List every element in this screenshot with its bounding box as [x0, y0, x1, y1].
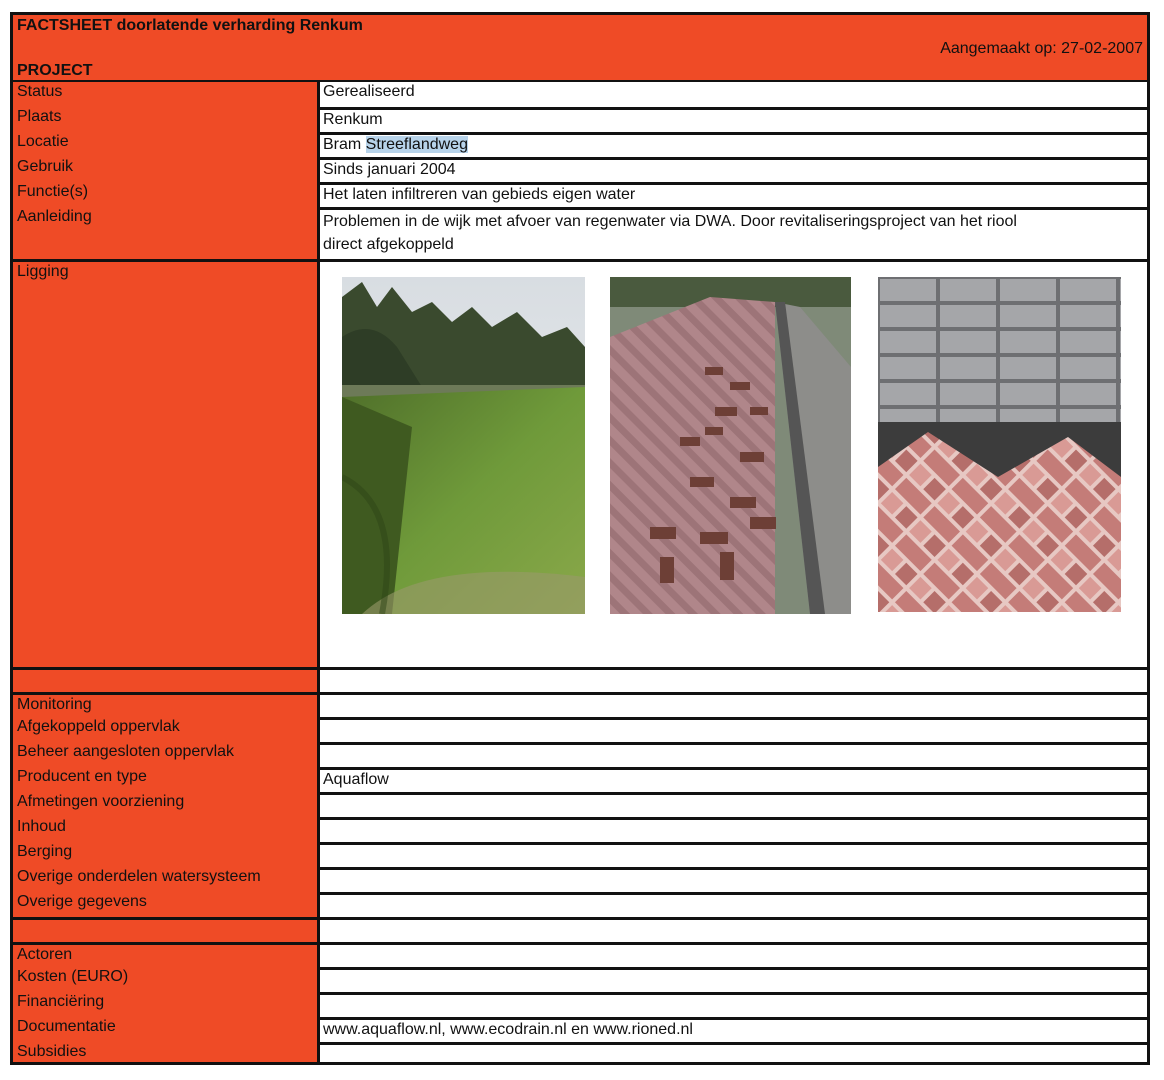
table-bottom-border [10, 1062, 1150, 1065]
row-actoren [10, 942, 1150, 967]
value-gebruik: Sinds januari 2004 [320, 157, 1150, 182]
created-date: Aangemaakt op: 27-02-2007 [940, 40, 1143, 57]
row-functie [10, 182, 1150, 207]
aanleiding-line-1: Problemen in de wijk met afvoer van regenwater via DWA. Door revitaliseringsproject van het riool [323, 213, 1017, 230]
label-afgekoppeld: Afgekoppeld oppervlak [10, 717, 320, 742]
label-ligging: Ligging [10, 259, 320, 667]
row-beheer [10, 742, 1150, 767]
label-status: Status [10, 82, 320, 107]
value-beheer [320, 742, 1150, 767]
row-afgekoppeld [10, 717, 1150, 742]
value-producent: Aquaflow [320, 767, 1150, 792]
value-spacer-1 [320, 667, 1150, 692]
row-documentatie [10, 1017, 1150, 1042]
value-aanleiding [320, 207, 1150, 259]
value-documentatie: www.aquaflow.nl, www.ecodrain.nl en www.rioned.nl [320, 1017, 1150, 1042]
value-afmetingen [320, 792, 1150, 817]
value-actoren [320, 942, 1150, 967]
locatie-highlighted[interactable]: Streeflandweg [365, 136, 468, 153]
value-spacer-2 [320, 917, 1150, 942]
label-plaats: Plaats [10, 107, 320, 132]
label-actoren: Actoren [10, 942, 320, 967]
row-aanleiding [10, 207, 1150, 259]
aanleiding-line-2: direct afgekoppeld [323, 236, 454, 253]
row-kosten [10, 967, 1150, 992]
label-subsidies: Subsidies [10, 1042, 320, 1065]
value-afgekoppeld [320, 717, 1150, 742]
row-financiering [10, 992, 1150, 1017]
row-ligging [10, 259, 1150, 667]
label-spacer-2 [10, 917, 320, 942]
value-status: Gerealiseerd [320, 82, 1150, 107]
label-overige-onderdelen: Overige onderdelen watersysteem [10, 867, 320, 892]
row-gebruik [10, 157, 1150, 182]
row-producent [10, 767, 1150, 792]
label-berging: Berging [10, 842, 320, 867]
row-spacer-1 [10, 667, 1150, 692]
value-berging [320, 842, 1150, 867]
value-monitoring [320, 692, 1150, 717]
row-locatie [10, 132, 1150, 157]
value-functie: Het laten infiltreren van gebieds eigen water [320, 182, 1150, 207]
locatie-prefix: Bram [323, 136, 366, 153]
label-kosten: Kosten (EURO) [10, 967, 320, 992]
row-overige-gegevens [10, 892, 1150, 917]
label-monitoring: Monitoring [10, 692, 320, 717]
value-financiering [320, 992, 1150, 1017]
label-inhoud: Inhoud [10, 817, 320, 842]
row-overige-onderdelen [10, 867, 1150, 892]
row-berging [10, 842, 1150, 867]
section-project: PROJECT [17, 62, 93, 79]
row-spacer-2 [10, 917, 1150, 942]
label-overige-gegevens: Overige gegevens [10, 892, 320, 917]
value-inhoud [320, 817, 1150, 842]
label-documentatie: Documentatie [10, 1017, 320, 1042]
photo-grass-slope [342, 277, 585, 614]
label-locatie: Locatie [10, 132, 320, 157]
label-spacer-1 [10, 667, 320, 692]
row-monitoring [10, 692, 1150, 717]
value-plaats: Renkum [320, 107, 1150, 132]
label-afmetingen: Afmetingen voorziening [10, 792, 320, 817]
label-aanleiding: Aanleiding [10, 207, 320, 259]
photo-herringbone-closeup [878, 277, 1121, 612]
value-kosten [320, 967, 1150, 992]
label-financiering: Financiëring [10, 992, 320, 1017]
photo-brick-pavement [610, 277, 851, 614]
header [10, 12, 1150, 82]
factsheet-title: FACTSHEET doorlatende verharding Renkum [17, 17, 363, 34]
row-plaats [10, 107, 1150, 132]
label-beheer: Beheer aangesloten oppervlak [10, 742, 320, 767]
row-afmetingen [10, 792, 1150, 817]
label-functie: Functie(s) [10, 182, 320, 207]
row-inhoud [10, 817, 1150, 842]
value-overige-gegevens [320, 892, 1150, 917]
label-gebruik: Gebruik [10, 157, 320, 182]
value-overige-onderdelen [320, 867, 1150, 892]
row-status [10, 82, 1150, 107]
value-locatie [320, 132, 1150, 157]
label-producent: Producent en type [10, 767, 320, 792]
